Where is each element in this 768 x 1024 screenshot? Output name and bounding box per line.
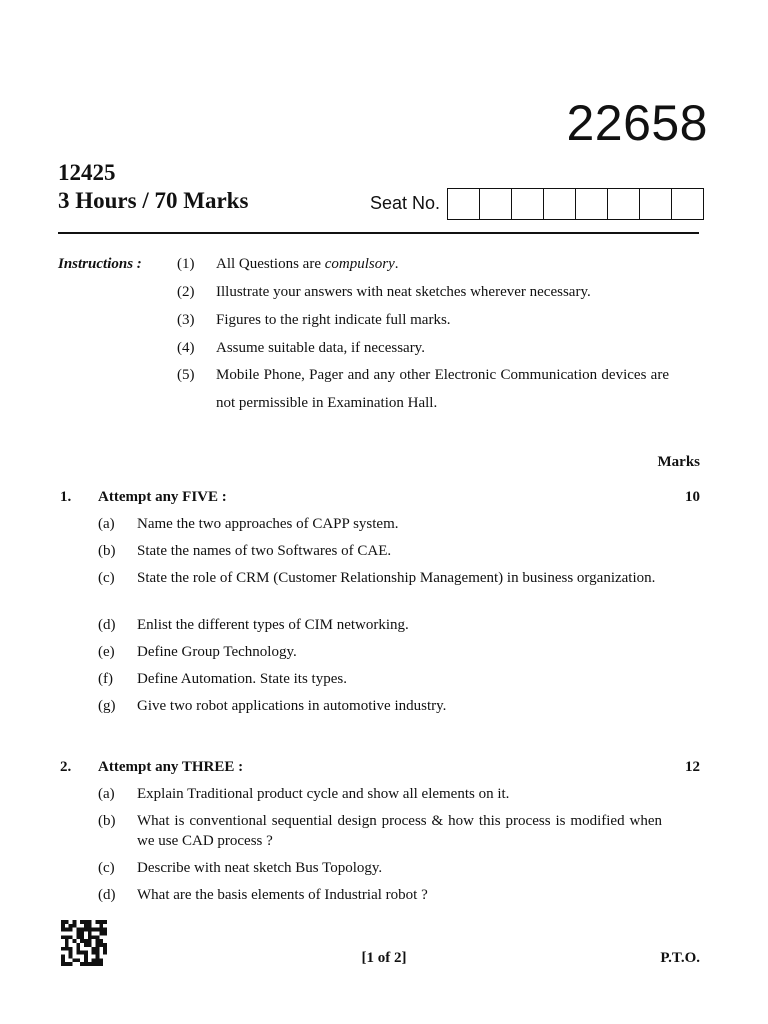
seat-box — [575, 189, 607, 219]
instruction-number: (1) — [177, 256, 195, 272]
instruction-number: (4) — [177, 340, 195, 356]
question-number: 1. — [60, 489, 72, 505]
seat-box — [671, 189, 703, 219]
seat-box — [607, 189, 639, 219]
seat-box — [639, 189, 671, 219]
subquestion-label: (b) — [98, 813, 116, 829]
subquestion-label: (a) — [98, 516, 115, 532]
subquestion-label: (d) — [98, 887, 116, 903]
seat-number-boxes — [447, 188, 704, 220]
instruction-text: Mobile Phone, Pager and any other Electronic Communication devices are not permissible in Examination Hall. — [216, 367, 669, 411]
subquestion-label: (e) — [98, 644, 115, 660]
question-title: Attempt any FIVE : — [98, 489, 227, 505]
instruction-text: All Questions are compulsory. — [216, 256, 399, 272]
instruction-text: Figures to the right indicate full marks. — [216, 312, 451, 328]
subquestion-label: (d) — [98, 617, 116, 633]
subquestion-text: State the role of CRM (Customer Relationship Management) in business organization. — [137, 570, 656, 586]
instruction-number: (3) — [177, 312, 195, 328]
subquestion-label: (c) — [98, 570, 115, 586]
header-divider — [58, 232, 699, 234]
please-turn-over: P.T.O. — [660, 950, 700, 966]
exam-duration-marks: 3 Hours / 70 Marks — [58, 188, 249, 213]
subquestion-text: Define Group Technology. — [137, 644, 297, 660]
marks-column-heading: Marks — [657, 454, 700, 470]
subquestion-label: (g) — [98, 698, 116, 714]
page-number: [1 of 2] — [361, 950, 407, 966]
seat-box — [543, 189, 575, 219]
instruction-text: Assume suitable data, if necessary. — [216, 340, 425, 356]
subquestion-label: (f) — [98, 671, 113, 687]
question-marks: 10 — [685, 489, 700, 505]
subquestion-text: Define Automation. State its types. — [137, 671, 347, 687]
question-number: 2. — [60, 759, 72, 775]
subquestion-label: (b) — [98, 543, 116, 559]
question-marks: 12 — [685, 759, 700, 775]
seat-box — [511, 189, 543, 219]
question-title: Attempt any THREE : — [98, 759, 244, 775]
subquestion-text: Give two robot applications in automotive industry. — [137, 698, 447, 714]
subquestion-text: Explain Traditional product cycle and show all elements on it. — [137, 786, 510, 802]
exam-code: 12425 — [58, 160, 116, 185]
paper-code: 22658 — [566, 95, 708, 151]
instruction-number: (2) — [177, 284, 195, 300]
seat-number-label: Seat No. — [370, 193, 441, 213]
subquestion-text: Name the two approaches of CAPP system. — [137, 516, 399, 532]
subquestion-text: What are the basis elements of Industrial robot ? — [137, 887, 428, 903]
subquestion-text: Enlist the different types of CIM networking. — [137, 617, 409, 633]
seat-box — [479, 189, 511, 219]
instructions-heading: Instructions : — [58, 256, 142, 272]
subquestion-label: (c) — [98, 860, 115, 876]
subquestion-text: State the names of two Softwares of CAE. — [137, 543, 392, 559]
seat-box — [448, 189, 479, 219]
instruction-number: (5) — [177, 367, 195, 383]
subquestion-text: What is conventional sequential design process & how this process is modified when we use CAD process ? — [137, 813, 662, 849]
instruction-text: Illustrate your answers with neat sketches wherever necessary. — [216, 284, 591, 300]
subquestion-label: (a) — [98, 786, 115, 802]
subquestion-text: Describe with neat sketch Bus Topology. — [137, 860, 383, 876]
